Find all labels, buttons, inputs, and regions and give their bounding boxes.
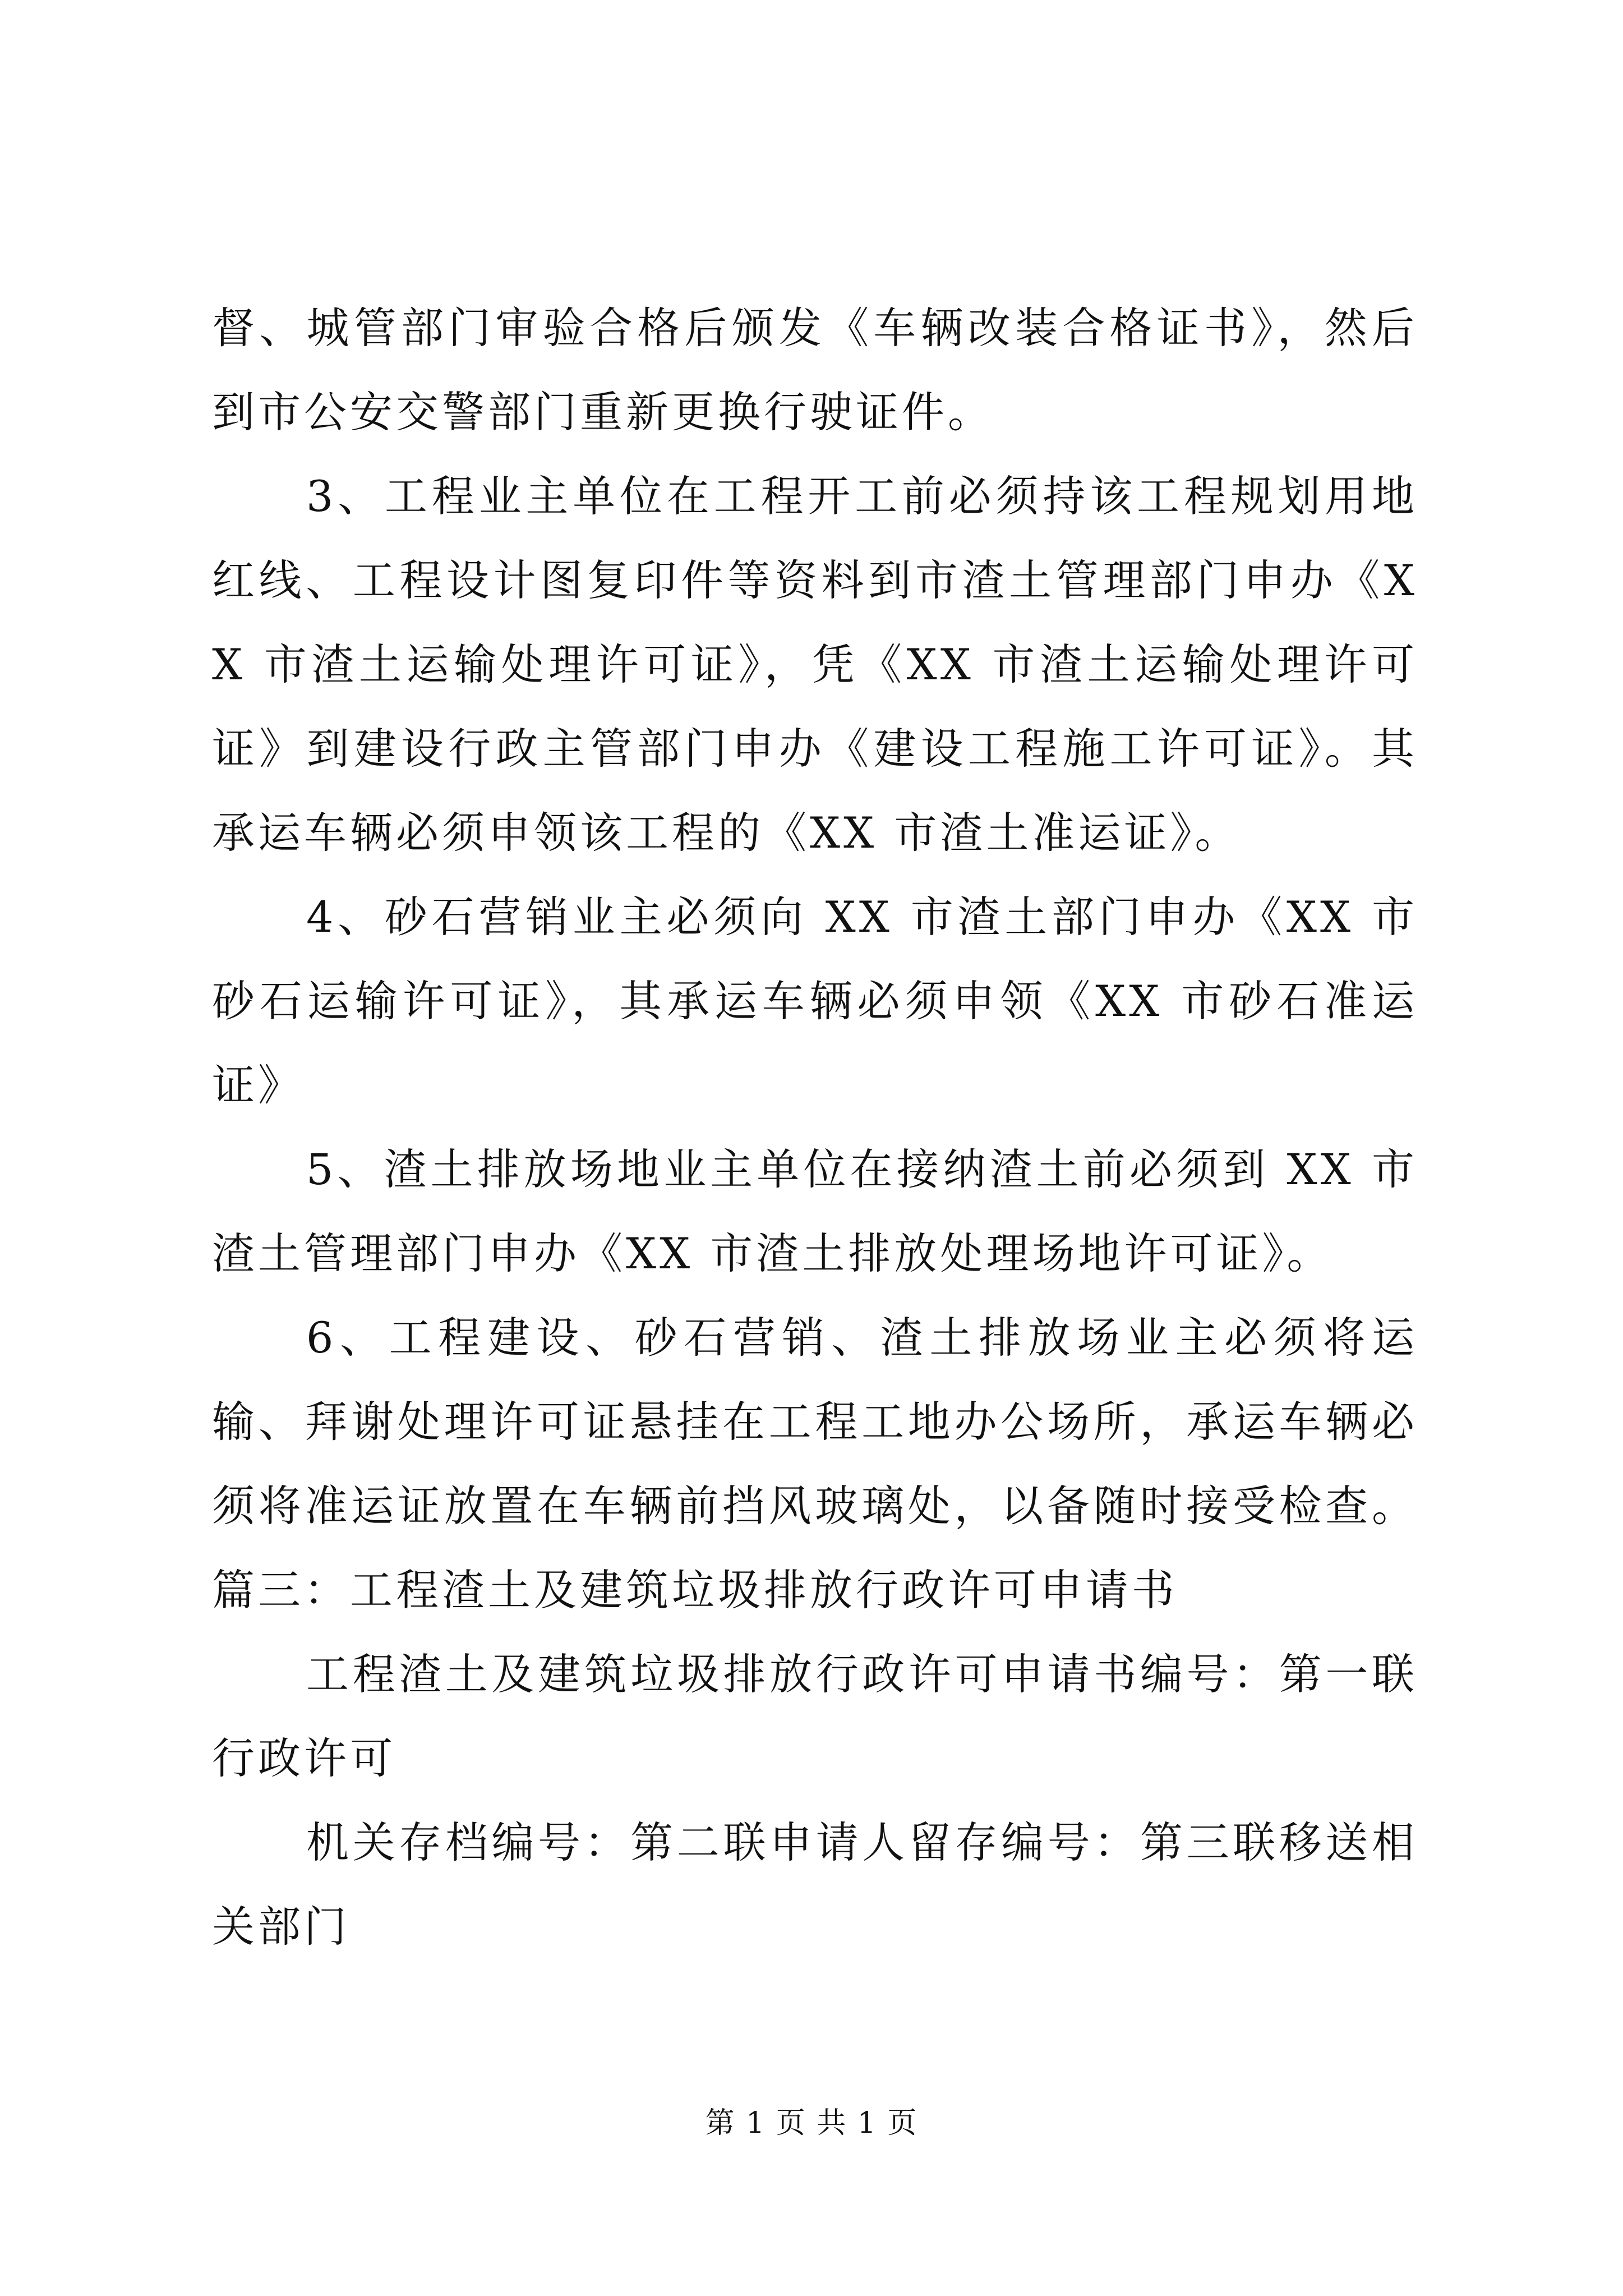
paragraph-application-title: 工程渣土及建筑垃圾排放行政许可申请书编号：第一联行政许可 [212, 1649, 1418, 1783]
paragraph-continuation: 督、城管部门审验合格后颁发《车辆改装合格证书》，然后到市公安交警部门重新更换行驶证件。 [212, 303, 1418, 437]
paragraph-item-3: 3、工程业主单位在工程开工前必须持该工程规划用地红线、工程设计图复印件等资料到市渣土管理部门申办《XX 市渣土运输处理许可证》，凭《XX 市渣土运输处理许可证》到建设行政主管部门申办《建设工程施工许可证》。其承运车辆必须申领该工程的《XX 市渣土准运证》。 [212, 471, 1418, 858]
paragraph-item-6: 6、工程建设、砂石营销、渣土排放场业主必须将运输、拜谢处理许可证悬挂在工程工地办公场所，承运车辆必须将准运证放置在车辆前挡风玻璃处，以备随时接受检查。篇三：工程渣土及建筑垃圾排放行政许可申请书 [212, 1313, 1418, 1615]
document-body [212, 286, 1418, 1969]
page-footer: 第 1 页 共 1 页 [705, 2106, 918, 2140]
paragraph-item-5: 5、渣土排放场地业主单位在接纳渣土前必须到 XX 市渣土管理部门申办《XX 市渣土排放处理场地许可证》。 [212, 1144, 1418, 1278]
paragraph-item-4: 4、砂石营销业主必须向 XX 市渣土部门申办《XX 市砂石运输许可证》，其承运车辆必须申领《XX 市砂石准运证》 [212, 892, 1418, 1110]
paragraph-archive-numbers: 机关存档编号：第二联申请人留存编号：第三联移送相关部门 [212, 1818, 1418, 1952]
